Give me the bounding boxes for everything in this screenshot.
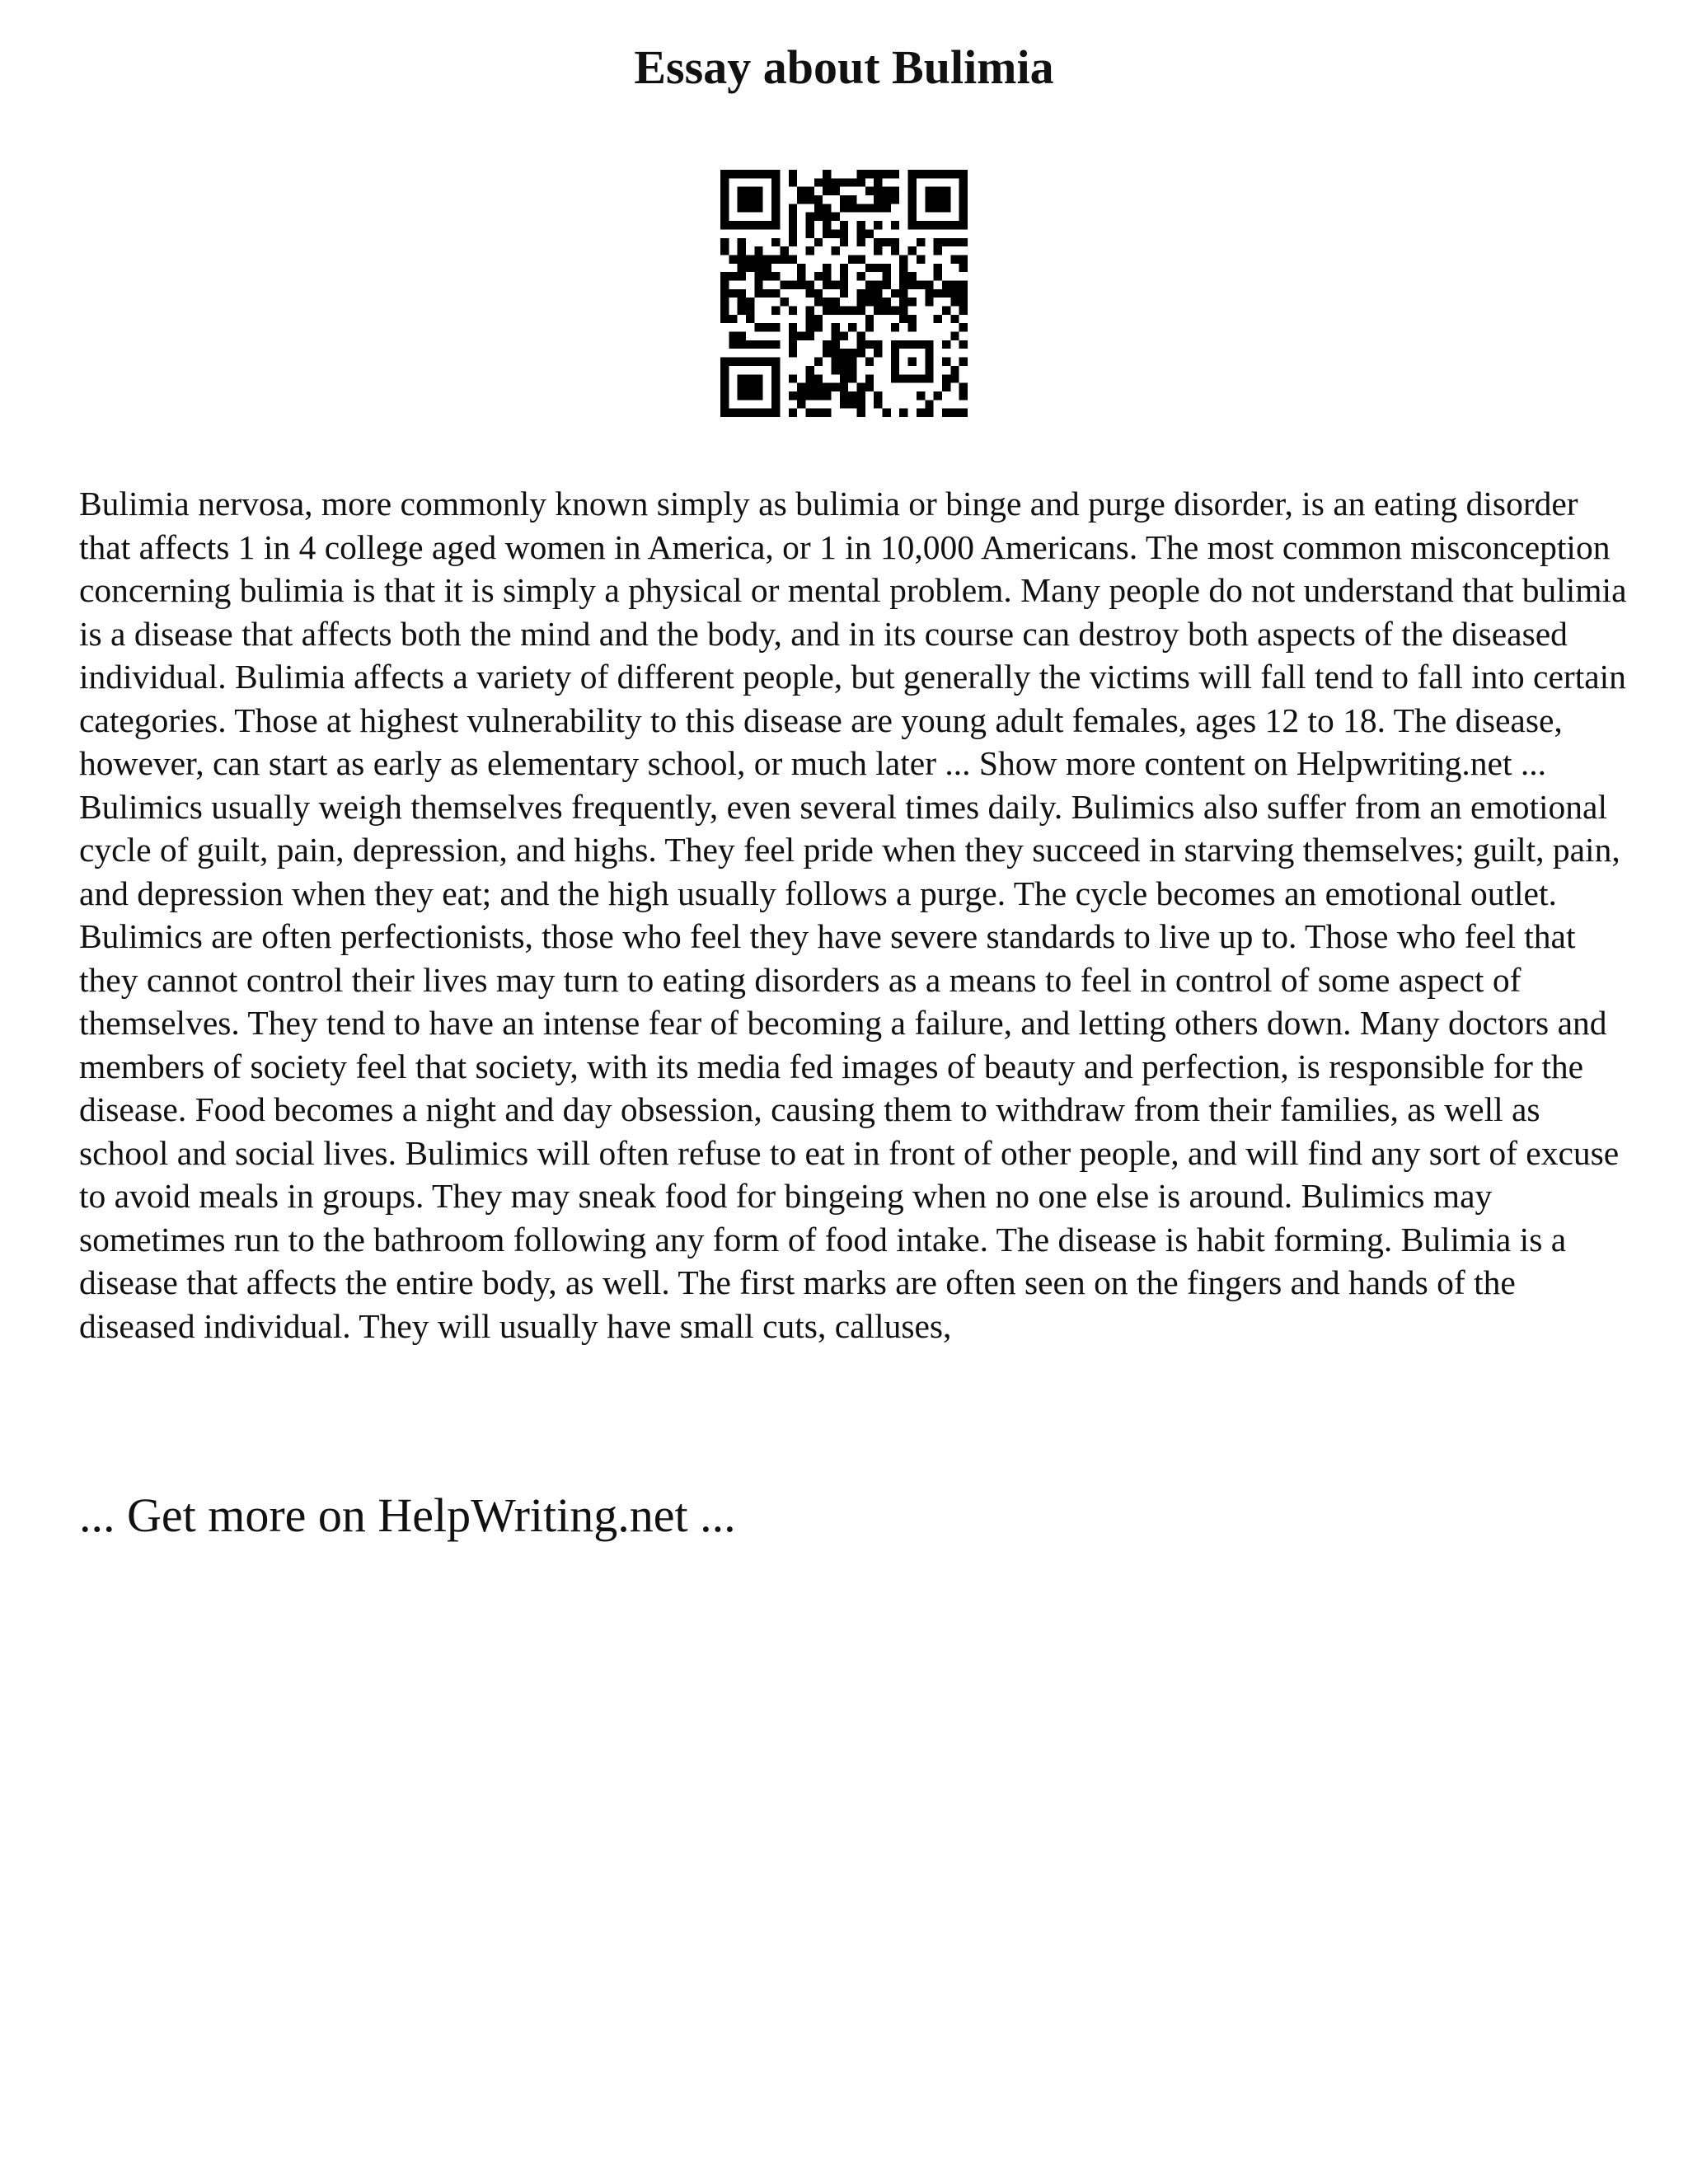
qr-code-icon <box>720 170 968 417</box>
essay-body <box>79 482 1629 1347</box>
document-title: Essay about Bulimia <box>634 40 1054 94</box>
paragraph-intro: Bulimia nervosa, more commonly known simply as bulimia or binge and purge disorder, is an eating disorder that affects 1 in 4 college aged women in America, or 1 in 10,000 Americans. The most common misconception concerning bulimia is that it is simply a physical or mental problem. Many people do not understand that bulimia is a disease that affects both the mind and the body, and in its course can destroy both aspects of the diseased individual. Bulimia affects a variety of different people, but generally the victims will fall tend to fall into certain categories. Those at highest vulnerability to this disease are young adult females, ages 12 to 18. The disease, however, can start as early as elementary school, or much later ... Show more content on Helpwriting.net ... <box>79 485 1627 782</box>
get-more-link[interactable]: ... Get more on HelpWriting.net ... <box>79 1488 736 1542</box>
paragraph-main: Bulimics usually weigh themselves frequently, even several times daily. Bulimics also suffer from an emotional cycle of guilt, pain, depression, and highs. They feel pride when they succeed in starving themselves; guilt, pain, and depression when they eat; and the high usually follows a purge. The cycle becomes an emotional outlet. Bulimics are often perfectionists, those who feel they have severe standards to live up to. Those who feel that they cannot control their lives may turn to eating disorders as a means to feel in control of some aspect of themselves. They tend to have an intense fear of becoming a failure, and letting others down. Many doctors and members of society feel that society, with its media fed images of beauty and perfection, is responsible for the disease. Food becomes a night and day obsession, causing them to withdraw from their families, as well as school and social lives. Bulimics will often refuse to eat in front of other people, and will find any sort of excuse to avoid meals in groups. They may sneak food for bingeing when no one else is around. Bulimics may sometimes run to the bathroom following any form of food intake. The disease is habit forming. Bulimia is a disease that affects the entire body, as well. The first marks are often seen on the fingers and hands of the diseased individual. They will usually have small cuts, calluses, <box>79 787 1620 1345</box>
